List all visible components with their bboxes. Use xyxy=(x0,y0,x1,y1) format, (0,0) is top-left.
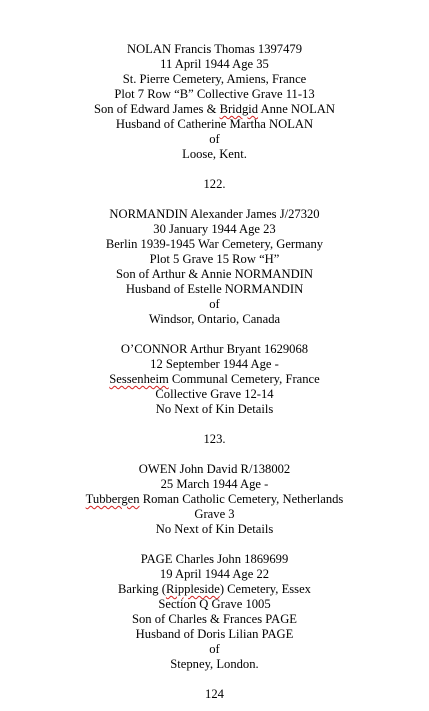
entry-line xyxy=(0,42,429,57)
entry-normandin xyxy=(0,207,429,327)
spellcheck-flagged-word: Tubbergen xyxy=(85,492,140,506)
entry-line xyxy=(0,72,429,87)
text-segment: NORMANDIN Alexander James J/27320 xyxy=(109,207,320,221)
text-segment: PAGE Charles John 1869699 xyxy=(140,552,289,566)
text-segment: Husband of Estelle NORMANDIN xyxy=(125,282,304,296)
text-segment: No Next of Kin Details xyxy=(155,522,274,536)
entry-line xyxy=(0,642,429,657)
text-segment: 30 January 1944 Age 23 xyxy=(153,222,276,236)
text-segment: 19 April 1944 Age 22 xyxy=(159,567,270,581)
text-segment: Son of Arthur & Annie NORMANDIN xyxy=(116,267,313,281)
entry-line xyxy=(0,657,429,672)
entry-line xyxy=(0,252,429,267)
blank-line xyxy=(0,327,429,342)
text-segment: 25 March 1944 Age - xyxy=(160,477,269,491)
text-segment: Anne NOLAN xyxy=(258,102,335,116)
entry-line xyxy=(0,57,429,72)
text-segment: of xyxy=(209,297,220,311)
entry-line xyxy=(0,372,429,387)
text-segment: Plot 7 Row “B” Collective Grave 11-13 xyxy=(114,87,315,101)
entry-line xyxy=(0,342,429,357)
text-segment: Windsor, Ontario, Canada xyxy=(148,312,281,326)
entry-line xyxy=(0,627,429,642)
text-segment: Grave 3 xyxy=(194,507,235,521)
entry-line xyxy=(0,87,429,102)
text-segment: Communal Cemetery, France xyxy=(168,372,320,386)
text-segment: Plot 5 Grave 15 Row “H” xyxy=(149,252,280,266)
entry-line xyxy=(0,282,429,297)
entry-line xyxy=(0,222,429,237)
entry-line xyxy=(0,612,429,627)
entry-line xyxy=(0,387,429,402)
entry-line xyxy=(0,132,429,147)
text-segment: of xyxy=(209,132,220,146)
blank-line xyxy=(0,417,429,432)
entry-line xyxy=(0,207,429,222)
page-number: 123. xyxy=(203,432,226,446)
text-segment: OWEN John David R/138002 xyxy=(138,462,291,476)
spellcheck-flagged-word: Rippleside xyxy=(165,582,220,596)
text-segment: of xyxy=(209,642,220,656)
entry-line xyxy=(0,147,429,162)
entry-line xyxy=(0,582,429,597)
text-segment: St. Pierre Cemetery, Amiens, France xyxy=(122,72,307,86)
blank-line xyxy=(0,537,429,552)
entry-line xyxy=(0,312,429,327)
entry-page xyxy=(0,552,429,672)
page-number: 122. xyxy=(203,177,226,191)
text-segment: Loose, Kent. xyxy=(182,147,247,161)
text-segment: O’CONNOR Arthur Bryant 1629068 xyxy=(120,342,309,356)
blank-line xyxy=(0,447,429,462)
entry-line xyxy=(0,357,429,372)
entry-line xyxy=(0,117,429,132)
entry-line xyxy=(0,402,429,417)
blank-line xyxy=(0,162,429,177)
blank-line xyxy=(0,192,429,207)
entry-owen xyxy=(0,462,429,537)
entry-line xyxy=(0,567,429,582)
text-segment: Section Q Grave 1005 xyxy=(158,597,271,611)
entry-line xyxy=(0,102,429,117)
text-segment: Stepney, London. xyxy=(170,657,259,671)
entry-line xyxy=(0,552,429,567)
text-segment: Barking ( xyxy=(118,582,166,596)
text-segment: Son of Edward James & xyxy=(93,102,220,116)
document-page xyxy=(0,42,429,702)
text-segment: Husband of Doris Lilian PAGE xyxy=(135,627,294,641)
entry-line xyxy=(0,237,429,252)
entry-line xyxy=(0,297,429,312)
blank-line xyxy=(0,672,429,687)
text-segment: No Next of Kin Details xyxy=(155,402,274,416)
text-segment: Berlin 1939-1945 War Cemetery, Germany xyxy=(105,237,324,251)
page-number: 124 xyxy=(205,687,224,701)
entry-line xyxy=(0,507,429,522)
text-segment: Collective Grave 12-14 xyxy=(155,387,274,401)
text-segment: Roman Catholic Cemetery, Netherlands xyxy=(139,492,344,506)
entry-line xyxy=(0,492,429,507)
text-segment: ) Cemetery, Essex xyxy=(219,582,311,596)
entry-line xyxy=(0,267,429,282)
entry-nolan xyxy=(0,42,429,162)
text-segment: NOLAN Francis Thomas 1397479 xyxy=(126,42,302,56)
text-segment: 11 April 1944 Age 35 xyxy=(160,57,269,71)
entry-oconnor xyxy=(0,342,429,417)
entry-line xyxy=(0,522,429,537)
entry-line xyxy=(0,597,429,612)
entry-line xyxy=(0,462,429,477)
text-segment: Son of Charles & Frances PAGE xyxy=(132,612,297,626)
spellcheck-flagged-word: Bridgid xyxy=(219,102,259,116)
spellcheck-flagged-word: Sessenheim xyxy=(109,372,169,386)
text-segment: 12 September 1944 Age - xyxy=(150,357,279,371)
text-segment: Husband of Catherine Martha NOLAN xyxy=(115,117,314,131)
entry-line xyxy=(0,477,429,492)
